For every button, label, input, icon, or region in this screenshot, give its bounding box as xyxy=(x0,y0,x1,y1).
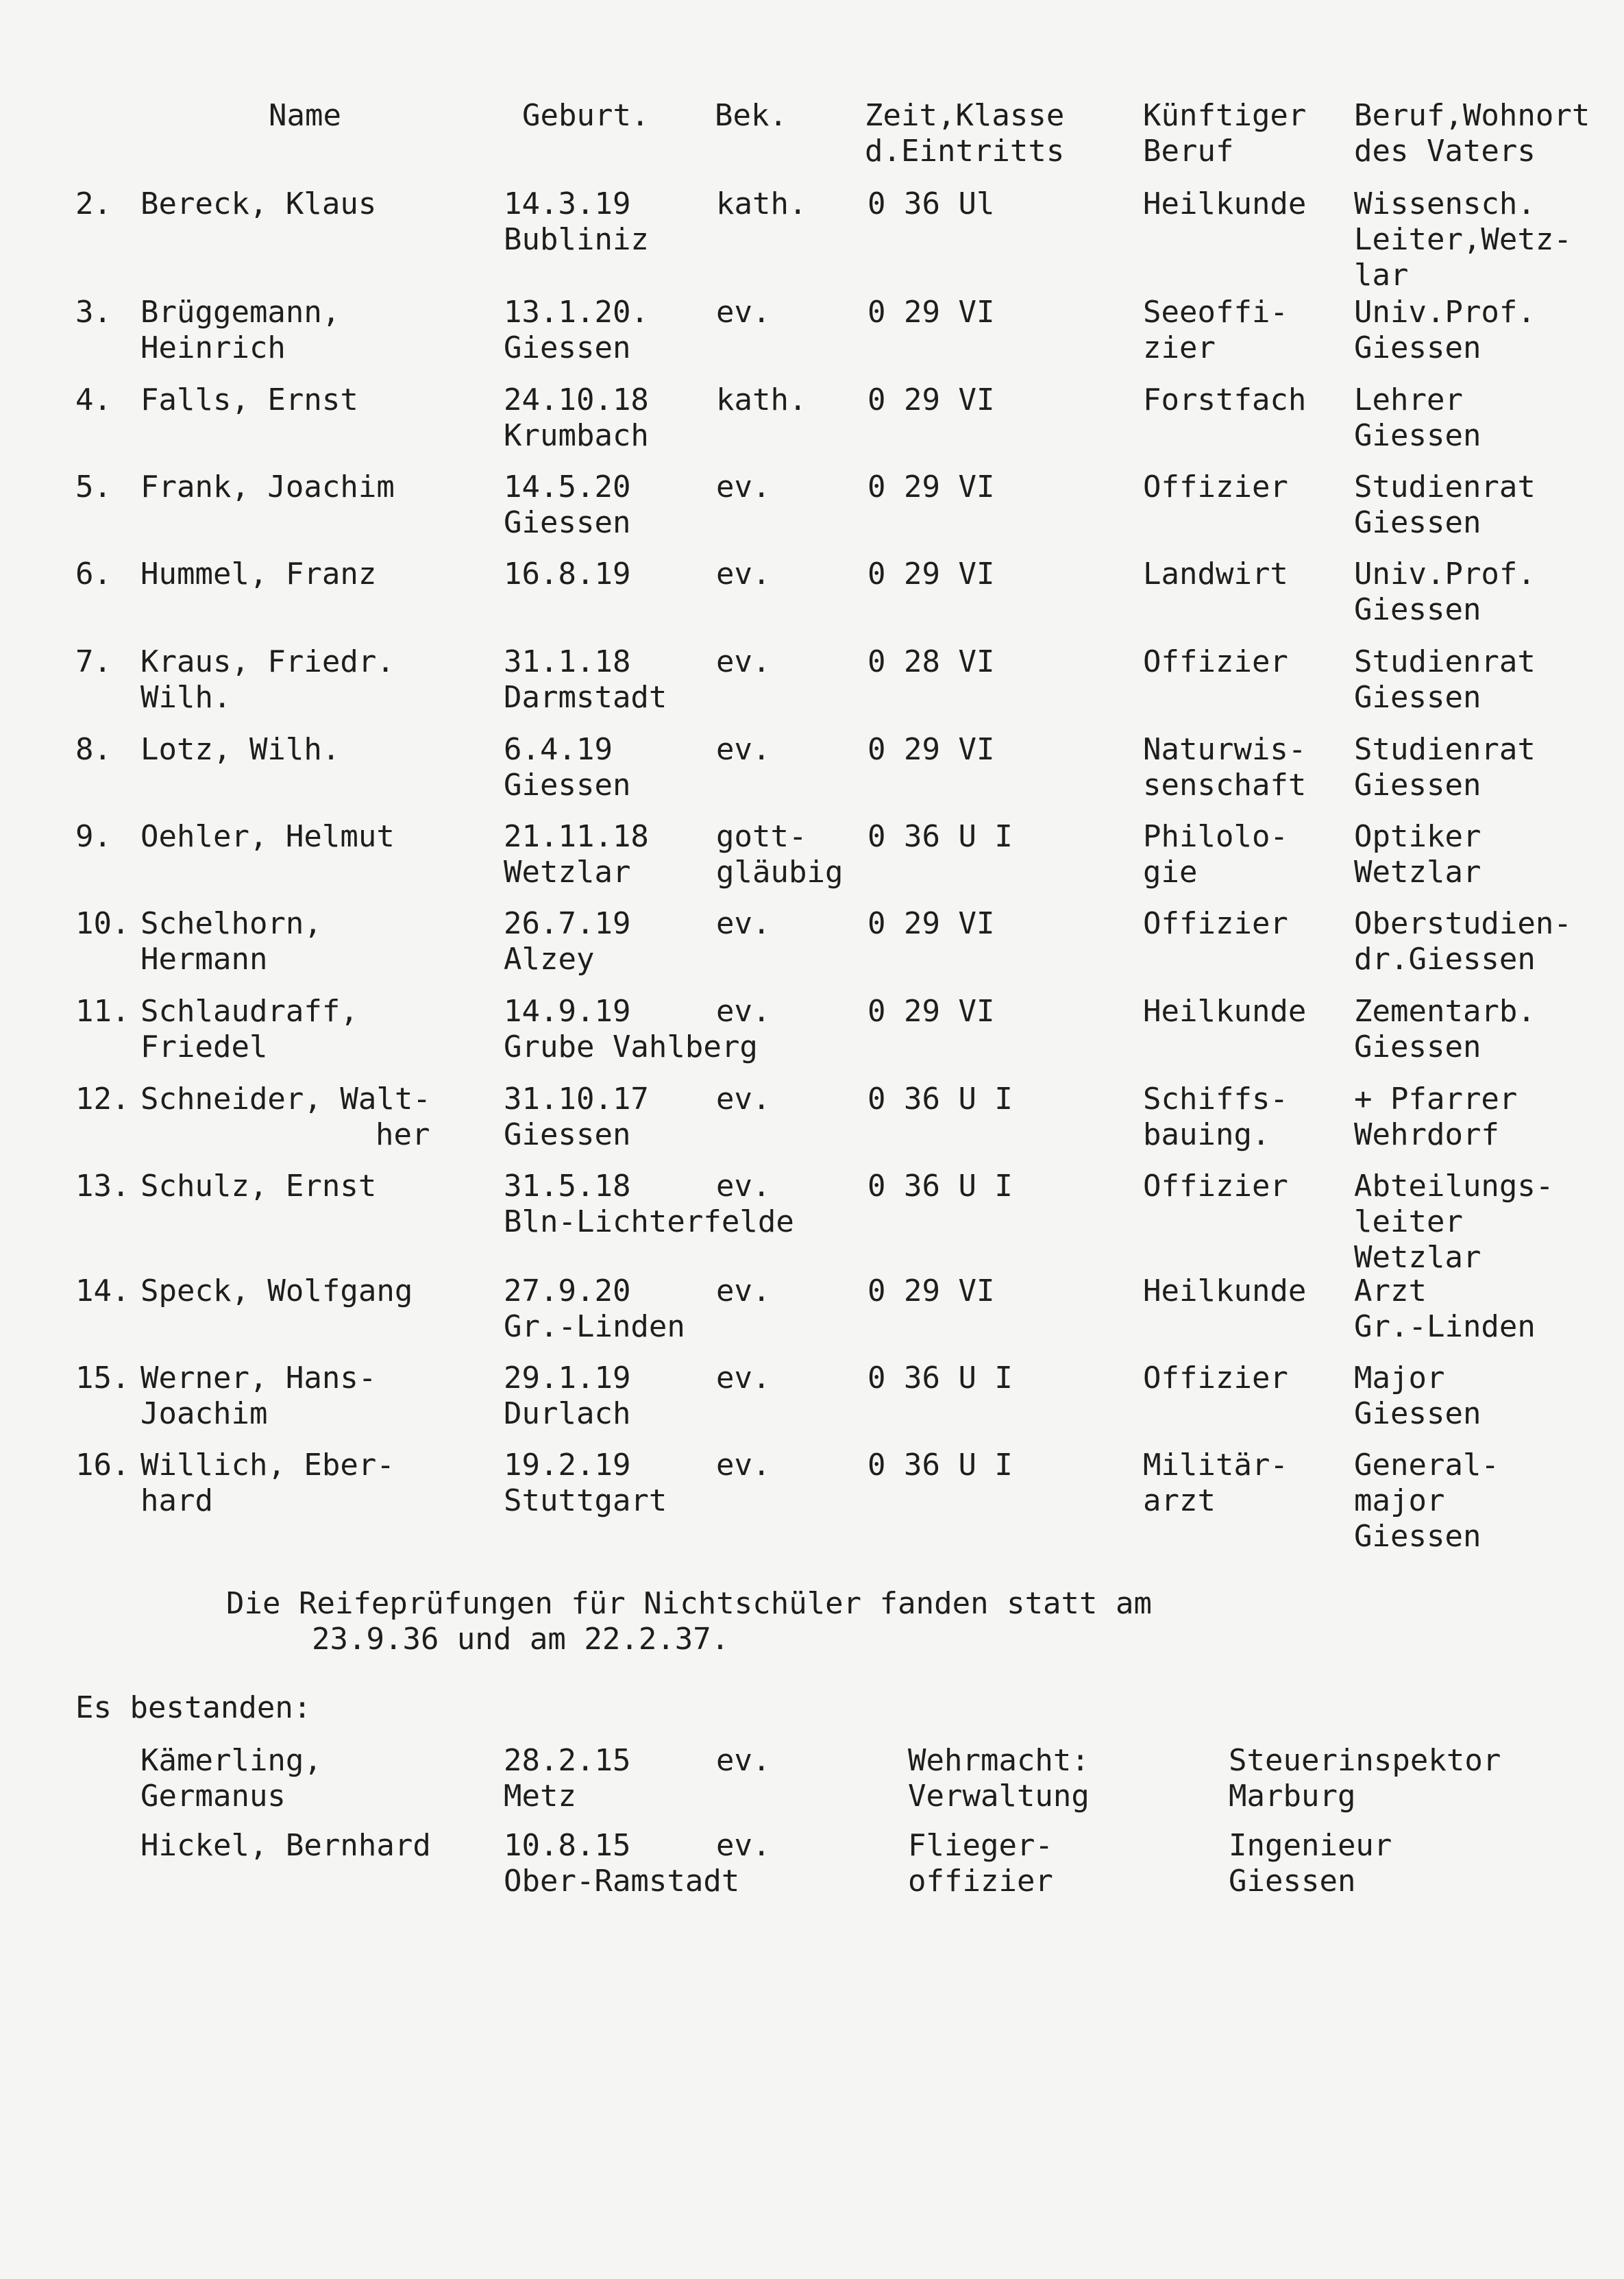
father-profession-residence: Giessen xyxy=(1354,680,1481,715)
header-name: Name xyxy=(269,98,341,133)
header-beruf: Künftiger xyxy=(1143,98,1307,133)
father-profession-residence: lar xyxy=(1354,258,1409,293)
father-profession-residence: Steuerinspektor xyxy=(1229,1743,1501,1778)
entry-time-class: 0 29 VI xyxy=(868,470,995,504)
student-name: Speck, Wolfgang xyxy=(140,1273,413,1308)
row-number: 3. xyxy=(75,295,112,330)
student-name: Hermann xyxy=(140,942,268,977)
birth-info: 28.2.15 xyxy=(504,1743,631,1778)
father-profession-residence: Studienrat xyxy=(1354,732,1536,767)
confession: ev. xyxy=(716,1361,771,1396)
row-number: 8. xyxy=(75,732,112,767)
birth-info: 6.4.19 xyxy=(504,732,613,767)
confession: ev. xyxy=(716,470,771,504)
father-profession-residence: Giessen xyxy=(1354,330,1481,365)
future-profession: Landwirt xyxy=(1143,557,1288,592)
future-profession: Heilkunde xyxy=(1143,994,1307,1029)
confession: kath. xyxy=(716,186,807,221)
confession: ev. xyxy=(716,644,771,679)
passed-heading: Es bestanden: xyxy=(75,1690,312,1725)
father-profession-residence: Gr.-Linden xyxy=(1354,1309,1536,1344)
father-profession-residence: Univ.Prof. xyxy=(1354,557,1536,592)
student-name: Hummel, Franz xyxy=(140,557,377,592)
birth-info: 31.10.17 xyxy=(504,1082,649,1117)
student-name: Brüggemann, xyxy=(140,295,341,330)
father-profession-residence: Marburg xyxy=(1229,1779,1356,1814)
entry-time-class: 0 29 VI xyxy=(868,994,995,1029)
future-profession: Militär- xyxy=(1143,1448,1288,1483)
student-name: Schneider, Walt- xyxy=(140,1082,431,1117)
student-name: Schulz, Ernst xyxy=(140,1169,377,1204)
candidate-name: Germanus xyxy=(140,1779,286,1814)
future-profession: Naturwis- xyxy=(1143,732,1307,767)
row-number: 14. xyxy=(75,1273,130,1308)
father-profession-residence: Abteilungs- xyxy=(1354,1169,1554,1204)
confession: gott- xyxy=(716,819,807,854)
father-profession-residence: Giessen xyxy=(1229,1864,1356,1899)
birth-info: Bln-Lichterfelde xyxy=(504,1204,794,1239)
birth-info: Durlach xyxy=(504,1396,631,1431)
candidate-name: Kämerling, xyxy=(140,1743,322,1778)
student-name: Lotz, Wilh. xyxy=(140,732,341,767)
father-profession-residence: General- xyxy=(1354,1448,1499,1483)
birth-info: Darmstadt xyxy=(504,680,667,715)
student-name: her xyxy=(376,1117,430,1152)
future-profession: senschaft xyxy=(1143,768,1307,803)
father-profession-residence: Optiker xyxy=(1354,819,1481,854)
birth-info: 31.1.18 xyxy=(504,644,631,679)
birth-info: Giessen xyxy=(504,768,631,803)
future-profession: Philolo- xyxy=(1143,819,1288,854)
row-number: 15. xyxy=(75,1361,130,1396)
confession: ev. xyxy=(716,1743,771,1778)
future-profession: Offizier xyxy=(1143,470,1288,504)
father-profession-residence: Wetzlar xyxy=(1354,1240,1481,1275)
father-profession-residence: + Pfarrer xyxy=(1354,1082,1518,1117)
header-geburt: Geburt. xyxy=(522,98,650,133)
student-name: Frank, Joachim xyxy=(140,470,395,504)
father-profession-residence: Wetzlar xyxy=(1354,855,1481,890)
father-profession-residence: Studienrat xyxy=(1354,644,1536,679)
student-name: Wilh. xyxy=(140,680,232,715)
father-profession-residence: Giessen xyxy=(1354,1519,1481,1554)
father-profession-residence: Major xyxy=(1354,1361,1445,1396)
father-profession-residence: Oberstudien- xyxy=(1354,906,1572,941)
future-profession: Heilkunde xyxy=(1143,1273,1307,1308)
student-name: Bereck, Klaus xyxy=(140,186,377,221)
father-profession-residence: dr.Giessen xyxy=(1354,942,1536,977)
row-number: 16. xyxy=(75,1448,130,1483)
entry-time-class: 0 36 U I xyxy=(868,1082,1013,1117)
father-profession-residence: Leiter,Wetz- xyxy=(1354,222,1572,257)
row-number: 7. xyxy=(75,644,112,679)
entry-time-class: 0 36 U I xyxy=(868,1169,1013,1204)
student-name: hard xyxy=(140,1483,213,1518)
student-name: Werner, Hans- xyxy=(140,1361,377,1396)
future-profession: Offizier xyxy=(1143,1361,1288,1396)
entry-time-class: 0 29 VI xyxy=(868,732,995,767)
father-profession-residence: Giessen xyxy=(1354,768,1481,803)
future-profession: gie xyxy=(1143,855,1198,890)
row-number: 10. xyxy=(75,906,130,941)
entry-time-class: 0 36 U I xyxy=(868,1361,1013,1396)
confession: ev. xyxy=(716,1082,771,1117)
future-profession: Seeoffi- xyxy=(1143,295,1288,330)
birth-info: Stuttgart xyxy=(504,1483,667,1518)
father-profession-residence: Giessen xyxy=(1354,1029,1481,1064)
future-profession: Flieger- xyxy=(908,1828,1053,1863)
father-profession-residence: Giessen xyxy=(1354,505,1481,540)
student-name: Schlaudraff, xyxy=(140,994,358,1029)
confession: gläubig xyxy=(716,855,844,890)
future-profession: Offizier xyxy=(1143,1169,1288,1204)
student-name: Falls, Ernst xyxy=(140,382,358,417)
birth-info: Metz xyxy=(504,1779,576,1814)
future-profession: Offizier xyxy=(1143,644,1288,679)
future-profession: Heilkunde xyxy=(1143,186,1307,221)
father-profession-residence: Giessen xyxy=(1354,592,1481,627)
birth-info: Alzey xyxy=(504,942,595,977)
future-profession: Schiffs- xyxy=(1143,1082,1288,1117)
header-beruf-2: Beruf xyxy=(1143,134,1234,169)
header-zeit: Zeit,Klasse xyxy=(865,98,1065,133)
father-profession-residence: major xyxy=(1354,1483,1445,1518)
row-number: 13. xyxy=(75,1169,130,1204)
birth-info: Bubliniz xyxy=(504,222,649,257)
birth-info: 10.8.15 xyxy=(504,1828,631,1863)
father-profession-residence: Studienrat xyxy=(1354,470,1536,504)
father-profession-residence: Giessen xyxy=(1354,1396,1481,1431)
exam-note-line-2: 23.9.36 und am 22.2.37. xyxy=(312,1622,730,1657)
row-number: 6. xyxy=(75,557,112,592)
father-profession-residence: Wissensch. xyxy=(1354,186,1536,221)
father-profession-residence: Giessen xyxy=(1354,418,1481,453)
birth-info: 16.8.19 xyxy=(504,557,631,592)
row-number: 11. xyxy=(75,994,130,1029)
confession: ev. xyxy=(716,1448,771,1483)
student-name: Willich, Eber- xyxy=(140,1448,395,1483)
student-name: Kraus, Friedr. xyxy=(140,644,395,679)
entry-time-class: 0 29 VI xyxy=(868,295,995,330)
student-name: Joachim xyxy=(140,1396,268,1431)
confession: ev. xyxy=(716,295,771,330)
candidate-name: Hickel, Bernhard xyxy=(140,1828,431,1863)
birth-info: 27.9.20 xyxy=(504,1273,631,1308)
header-vater-2: des Vaters xyxy=(1354,134,1536,169)
confession: kath. xyxy=(716,382,807,417)
birth-info: 19.2.19 xyxy=(504,1448,631,1483)
birth-info: Giessen xyxy=(504,505,631,540)
birth-info: Grube Vahlberg xyxy=(504,1029,758,1064)
future-profession: Wehrmacht: xyxy=(908,1743,1090,1778)
confession: ev. xyxy=(716,1169,771,1204)
header-bek: Bek. xyxy=(715,98,787,133)
confession: ev. xyxy=(716,557,771,592)
student-name: Friedel xyxy=(140,1029,268,1064)
birth-info: 24.10.18 xyxy=(504,382,649,417)
entry-time-class: 0 29 VI xyxy=(868,906,995,941)
birth-info: 13.1.20. xyxy=(504,295,649,330)
father-profession-residence: Ingenieur xyxy=(1229,1828,1392,1863)
confession: ev. xyxy=(716,994,771,1029)
future-profession: Verwaltung xyxy=(908,1779,1090,1814)
birth-info: 14.3.19 xyxy=(504,186,631,221)
father-profession-residence: Arzt xyxy=(1354,1273,1427,1308)
confession: ev. xyxy=(716,906,771,941)
student-name: Schelhorn, xyxy=(140,906,322,941)
birth-info: 14.5.20 xyxy=(504,470,631,504)
confession: ev. xyxy=(716,1273,771,1308)
confession: ev. xyxy=(716,1828,771,1863)
birth-info: Ober-Ramstadt xyxy=(504,1864,740,1899)
row-number: 5. xyxy=(75,470,112,504)
birth-info: Gr.-Linden xyxy=(504,1309,685,1344)
father-profession-residence: leiter xyxy=(1354,1204,1463,1239)
row-number: 12. xyxy=(75,1082,130,1117)
birth-info: 26.7.19 xyxy=(504,906,631,941)
birth-info: Giessen xyxy=(504,330,631,365)
father-profession-residence: Zementarb. xyxy=(1354,994,1536,1029)
father-profession-residence: Lehrer xyxy=(1354,382,1463,417)
student-name: Heinrich xyxy=(140,330,286,365)
entry-time-class: 0 29 VI xyxy=(868,1273,995,1308)
future-profession: Forstfach xyxy=(1143,382,1307,417)
birth-info: Wetzlar xyxy=(504,855,631,890)
future-profession: arzt xyxy=(1143,1483,1216,1518)
father-profession-residence: Univ.Prof. xyxy=(1354,295,1536,330)
birth-info: Giessen xyxy=(504,1117,631,1152)
future-profession: offizier xyxy=(908,1864,1053,1899)
father-profession-residence: Wehrdorf xyxy=(1354,1117,1499,1152)
birth-info: 31.5.18 xyxy=(504,1169,631,1204)
future-profession: bauing. xyxy=(1143,1117,1270,1152)
entry-time-class: 0 29 VI xyxy=(868,382,995,417)
header-zeit-2: d.Eintritts xyxy=(865,134,1065,169)
birth-info: 14.9.19 xyxy=(504,994,631,1029)
row-number: 2. xyxy=(75,186,112,221)
entry-time-class: 0 36 U I xyxy=(868,1448,1013,1483)
row-number: 9. xyxy=(75,819,112,854)
birth-info: Krumbach xyxy=(504,418,649,453)
entry-time-class: 0 36 Ul xyxy=(868,186,995,221)
birth-info: 21.11.18 xyxy=(504,819,649,854)
confession: ev. xyxy=(716,732,771,767)
entry-time-class: 0 36 U I xyxy=(868,819,1013,854)
entry-time-class: 0 28 VI xyxy=(868,644,995,679)
future-profession: Offizier xyxy=(1143,906,1288,941)
entry-time-class: 0 29 VI xyxy=(868,557,995,592)
exam-note-line-1: Die Reifeprüfungen für Nichtschüler fanden statt am xyxy=(226,1586,1153,1621)
student-name: Oehler, Helmut xyxy=(140,819,395,854)
future-profession: zier xyxy=(1143,330,1216,365)
birth-info: 29.1.19 xyxy=(504,1361,631,1396)
row-number: 4. xyxy=(75,382,112,417)
header-vater: Beruf,Wohnort xyxy=(1354,98,1590,133)
